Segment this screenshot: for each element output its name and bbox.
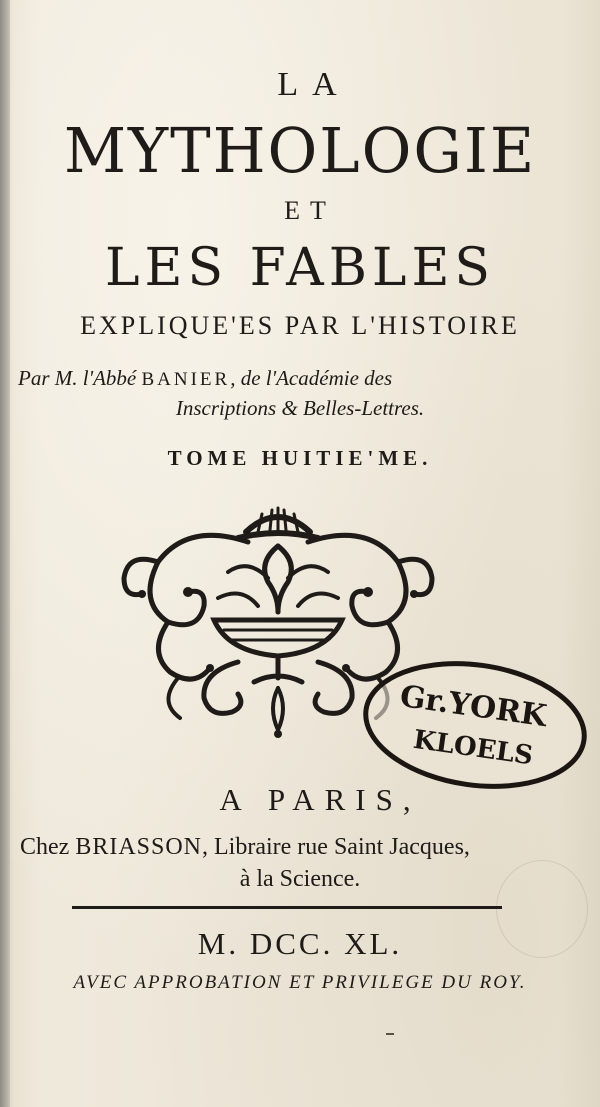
title-line-mythologie: MYTHOLOGIE bbox=[63, 114, 537, 187]
author-line-1 bbox=[18, 366, 578, 391]
subtitle-expliquees: EXPLIQUE'ES PAR L'HISTOIRE bbox=[80, 311, 520, 340]
imprint-publisher-line-1 bbox=[20, 834, 580, 861]
imprint-rule bbox=[72, 906, 502, 909]
imprint-date: M. DCC. XL. bbox=[197, 926, 403, 961]
author-prefix: Par M. l'Abbé bbox=[18, 366, 137, 390]
volume-label: TOME HUITIE'ME. bbox=[167, 446, 433, 470]
imprint-publisher-line-2: à la Science. bbox=[239, 866, 361, 892]
imprint-place: A PARIS, bbox=[219, 782, 421, 817]
library-stamp bbox=[360, 658, 590, 792]
title-line-les-fables: LES FABLES bbox=[104, 238, 496, 298]
author-suffix: , de l'Académie des bbox=[230, 366, 393, 390]
publisher-suffix: , Libraire rue Saint Jacques, bbox=[202, 834, 470, 860]
privilege-line: AVEC APPROBATION ET PRIVILEGE DU ROY. bbox=[73, 972, 527, 993]
title-line-et: ET bbox=[284, 196, 336, 225]
title-line-la: LA bbox=[277, 66, 351, 103]
publisher-name: BRIASSON bbox=[75, 834, 203, 860]
author-line-2: Inscriptions & Belles-Lettres. bbox=[175, 396, 425, 420]
signature-mark bbox=[386, 1033, 394, 1035]
publisher-prefix: Chez bbox=[20, 834, 70, 860]
author-name: BANIER bbox=[141, 369, 231, 390]
stamp-line-2: KLOELS bbox=[411, 724, 535, 772]
stamp-line-1: Gr.YORK bbox=[397, 678, 549, 735]
